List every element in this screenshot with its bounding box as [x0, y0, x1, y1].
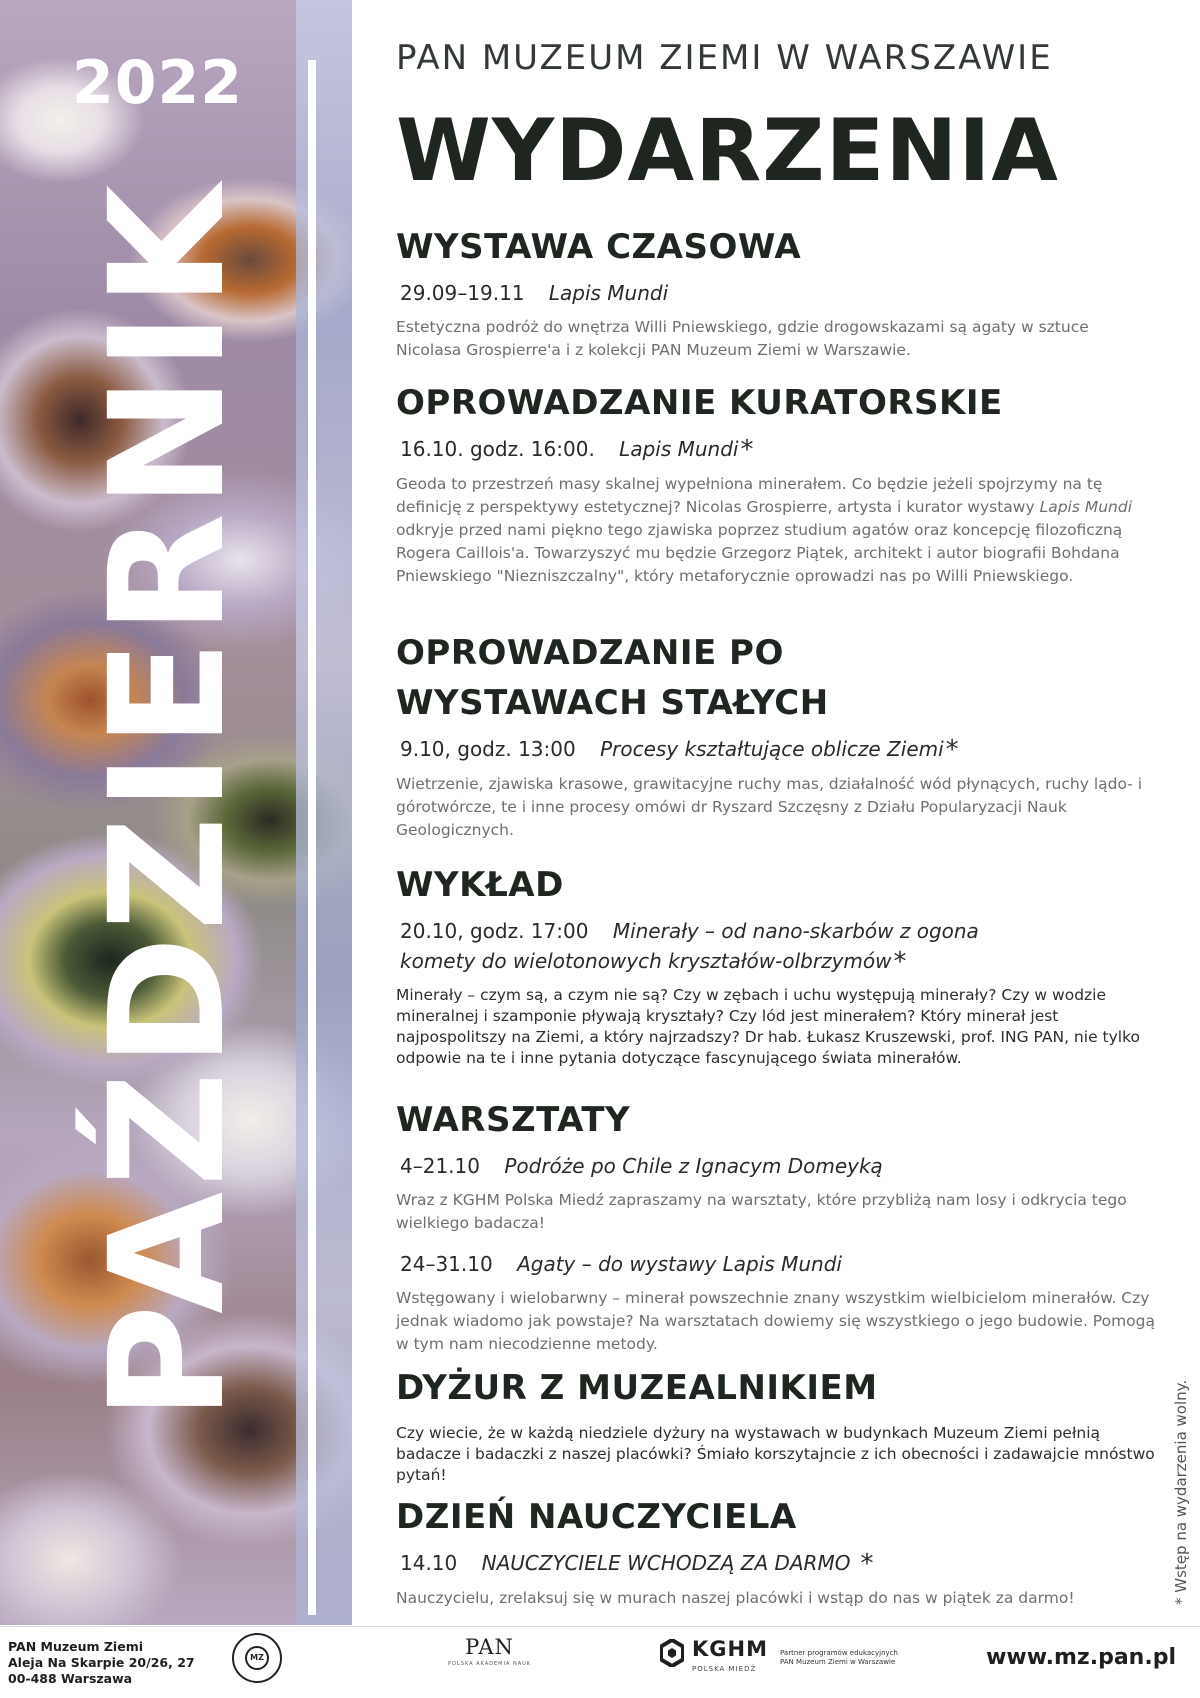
- free-entry-asterisk: *: [893, 947, 907, 977]
- partner-line: PAN Muzeum Ziemi w Warszawie: [780, 1658, 896, 1666]
- description-italic: Lapis Mundi: [1039, 498, 1133, 516]
- kghm-hexagon-icon: [660, 1639, 684, 1667]
- section-heading: OPROWADZANIE KURATORSKIE: [396, 383, 1003, 423]
- section-curator-duty: [396, 1363, 1156, 1486]
- section-lecture: [396, 860, 1156, 1069]
- museum-name: PAN MUZEUM ZIEMI W WARSZAWIE: [396, 38, 1053, 78]
- agate-banner: [0, 0, 352, 1625]
- event-date: 4–21.10: [400, 1154, 480, 1178]
- section-heading: DYŻUR Z MUZEALNIKIEM: [396, 1368, 878, 1408]
- free-entry-asterisk: *: [740, 435, 754, 465]
- website-link[interactable]: www.mz.pan.pl: [986, 1645, 1176, 1670]
- event-description: Wietrzenie, zjawiska krasowe, grawitacyjne ruchy mas, działalność wód płynących, ruchy lądo- i górotwórcze, te i inne procesy omówi dr Ryszard Szczęsny z Działu Popularyzacji Nauk Geologicznych.: [396, 775, 1143, 839]
- event-name: NAUCZYCIELE WCHODZĄ ZA DARMO: [481, 1551, 851, 1575]
- event-date: 16.10. godz. 16:00.: [400, 437, 595, 461]
- free-entry-asterisk: *: [945, 735, 959, 765]
- agate-light-band: [296, 0, 352, 1625]
- mz-logo-mark: MZ: [245, 1646, 269, 1670]
- page-title: WYDARZENIA: [396, 101, 1059, 201]
- free-entry-asterisk: *: [860, 1549, 874, 1579]
- section-teachers-day: [396, 1492, 1156, 1610]
- event-description: Wraz z KGHM Polska Miedź zapraszamy na warsztaty, które przybliżą nam losy i odkrycia tego wielkiego badacza!: [396, 1191, 1127, 1232]
- event-date: 14.10: [400, 1551, 458, 1575]
- museum-address: [8, 1639, 195, 1687]
- kghm-subtitle: POLSKA MIEDŹ: [692, 1665, 757, 1673]
- mz-logo-icon: [232, 1633, 282, 1683]
- month-title: PAŹDZIERNIK: [76, 179, 260, 1421]
- event-line: [400, 278, 1156, 308]
- section-temporary-exhibition: [396, 222, 1156, 362]
- event-description: Minerały – czym są, a czym nie są? Czy w zębach i uchu występują minerały? Czy w wodzie mineralnej i szamponie pływają kryształy? Czy lód jest minerałem? Który minerał jest najpospolitszy na Ziemi, a który najrzadszy? Dr hab. Łukasz Kruszewski, prof. ING PAN, nie tylko odpowie na te i inne pytania dotyczące fascynującego świata minerałów.: [396, 986, 1140, 1067]
- event-date: 29.09–19.11: [400, 281, 525, 305]
- event-description: [396, 473, 1156, 588]
- event-name: Podróże po Chile z Ignacym Domeyką: [504, 1154, 883, 1178]
- section-heading: [396, 628, 1156, 728]
- section-curator-tour: [396, 378, 1156, 588]
- heading-line: OPROWADZANIE PO: [396, 633, 784, 673]
- event-line: [400, 1151, 1156, 1181]
- section-heading: WARSZTATY: [396, 1100, 631, 1140]
- partner-line: Partner programów edukacyjnych: [780, 1649, 898, 1657]
- event-line: [400, 734, 1156, 765]
- description-text: odkryje przed nami piękno tego zjawiska poprzez studium agatów oraz koncepcję filozoficzną Rogera Caillois'a. Towarzyszyć mu będzie Grzegorz Piątek, architekt i autor biografii Bohdana Pniewskiego "Niezniszczalny", który metaforycznie oprowadzi nas po Willi Pniewskiego.: [396, 521, 1123, 585]
- heading-line: WYSTAWACH STAŁYCH: [396, 683, 829, 723]
- event-name: Lapis Mundi: [619, 437, 739, 461]
- footer: [0, 1626, 1200, 1698]
- partner-note: [780, 1649, 898, 1667]
- event-line: [400, 1548, 1156, 1579]
- event-name: Procesy kształtujące oblicze Ziemi: [600, 737, 944, 761]
- event-line: [400, 434, 1156, 465]
- event-name: Lapis Mundi: [548, 281, 669, 305]
- vertical-divider-line: [308, 60, 316, 1615]
- address-line: PAN Muzeum Ziemi: [8, 1639, 144, 1654]
- event-name: Agaty – do wystawy Lapis Mundi: [517, 1252, 842, 1276]
- event-description: Czy wiecie, że w każdą niedziele dyżury na wystawach w budynkach Muzeum Ziemi pełnią badacze i badaczki z naszej placówki? Śmiało korszytajncie z ich obecności i zadawajcie mnóstwo pytań!: [396, 1424, 1155, 1484]
- section-heading: WYSTAWA CZASOWA: [396, 227, 802, 267]
- pan-logo: [448, 1635, 531, 1667]
- event-description: Nauczycielu, zrelaksuj się w murach naszej placówki i wstąp do nas w piątek za darmo!: [396, 1589, 1075, 1607]
- event-line: [400, 1249, 1156, 1279]
- section-workshops: [396, 1095, 1156, 1356]
- section-heading: WYKŁAD: [396, 865, 564, 905]
- event-description: Estetyczna podróż do wnętrza Willi Pniewskiego, gdzie drogowskazami są agaty w sztuce Nicolasa Grospierre'a i z kolekcji PAN Muzeum Ziemi w Warszawie.: [396, 318, 1089, 359]
- address-line: Aleja Na Skarpie 20/26, 27: [8, 1655, 195, 1670]
- free-entry-note: * Wstęp na wydarzenia wolny.: [1172, 1379, 1190, 1605]
- event-description: Wstęgowany i wielobarwny – minerał powszechnie znany wszystkim wielbicielom minerałów. Czy jednak wiadomo jak powstaje? Na warsztatach dowiemy się wszystkiego o jego budowie. Pomogą w tym nam niecodzienne metody.: [396, 1289, 1156, 1353]
- event-date: 24–31.10: [400, 1252, 493, 1276]
- description-text: Geoda to przestrzeń masy skalnej wypełniona minerałem. Co będzie jeżeli spojrzymy na tę definicję z perspektywy estetycznej? Nicolas Grospierre, artysta i kurator wystawy: [396, 475, 1103, 516]
- event-name-continued: komety do wielotonowych kryształów-olbrzymów: [400, 949, 892, 973]
- event-line: [400, 916, 1156, 977]
- section-heading: DZIEŃ NAUCZYCIELA: [396, 1497, 797, 1537]
- address-line: 00-488 Warszawa: [8, 1671, 133, 1686]
- event-date: 9.10, godz. 13:00: [400, 737, 576, 761]
- year-label: 2022: [72, 48, 243, 118]
- kghm-wordmark: KGHM: [692, 1637, 768, 1661]
- pan-logo-mark: PAN: [465, 1635, 514, 1659]
- event-name: Minerały – od nano-skarbów z ogona: [612, 919, 979, 943]
- pan-logo-subtitle: POLSKA AKADEMIA NAUK: [448, 1661, 532, 1667]
- event-date: 20.10, godz. 17:00: [400, 919, 589, 943]
- section-permanent-exhibitions-tour: [396, 628, 1156, 842]
